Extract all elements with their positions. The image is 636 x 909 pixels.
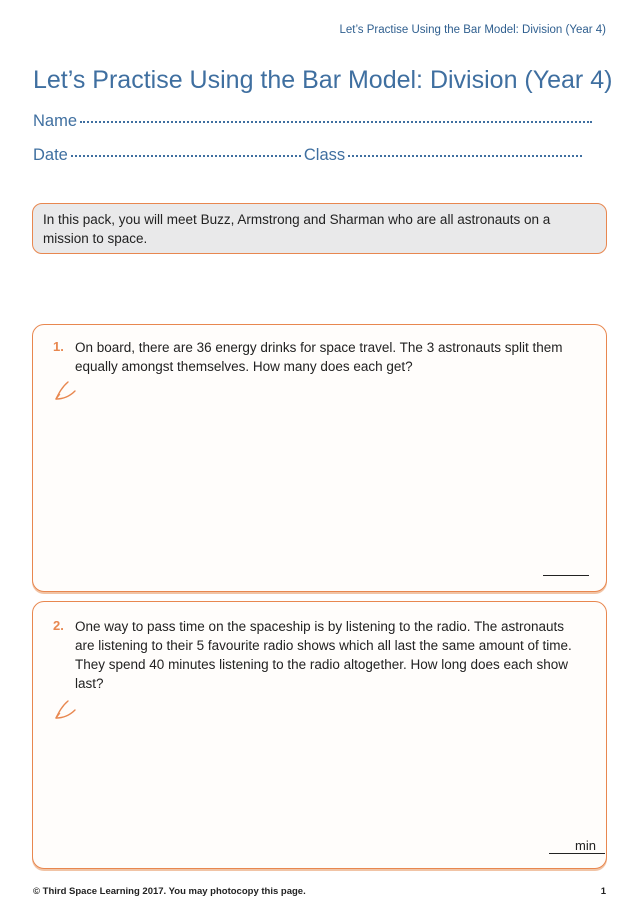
page-title: Let’s Practise Using the Bar Model: Division (Year 4) — [33, 66, 613, 94]
question-1-text: On board, there are 36 energy drinks for space travel. The 3 astronauts split them equally amongst themselves. How many does each get? — [75, 340, 563, 374]
name-write-line[interactable] — [80, 121, 592, 123]
class-write-line[interactable] — [348, 155, 582, 157]
pencil-icon — [53, 698, 79, 722]
date-write-line[interactable] — [71, 155, 301, 157]
question-1-box — [32, 324, 607, 592]
name-label: Name — [33, 112, 78, 130]
question-1-number: 1. — [53, 339, 64, 354]
intro-box — [32, 203, 607, 254]
date-class-field — [33, 146, 582, 165]
running-header: Let’s Practise Using the Bar Model: Division (Year 4) — [339, 24, 606, 36]
question-2-answer-line[interactable] — [549, 853, 605, 854]
copyright-footer: © Third Space Learning 2017. You may photocopy this page. — [33, 886, 306, 897]
pencil-icon — [53, 379, 79, 403]
question-1-answer-line[interactable] — [543, 575, 589, 576]
question-2-number: 2. — [53, 618, 64, 633]
class-label: Class — [303, 146, 346, 164]
question-2-unit: min — [575, 838, 596, 853]
date-label: Date — [33, 146, 68, 164]
question-2-box — [32, 601, 607, 869]
question-2-text: One way to pass time on the spaceship is by listening to the radio. The astronauts are listening to their 5 favourite radio shows which all last the same amount of time. They spend 40 minutes listening to the radio altogether. How long does each show last? — [75, 619, 572, 691]
name-field — [33, 112, 592, 131]
page-number: 1 — [600, 886, 606, 897]
intro-text: In this pack, you will meet Buzz, Armstrong and Sharman who are all astronauts on a mission to space. — [43, 212, 551, 246]
